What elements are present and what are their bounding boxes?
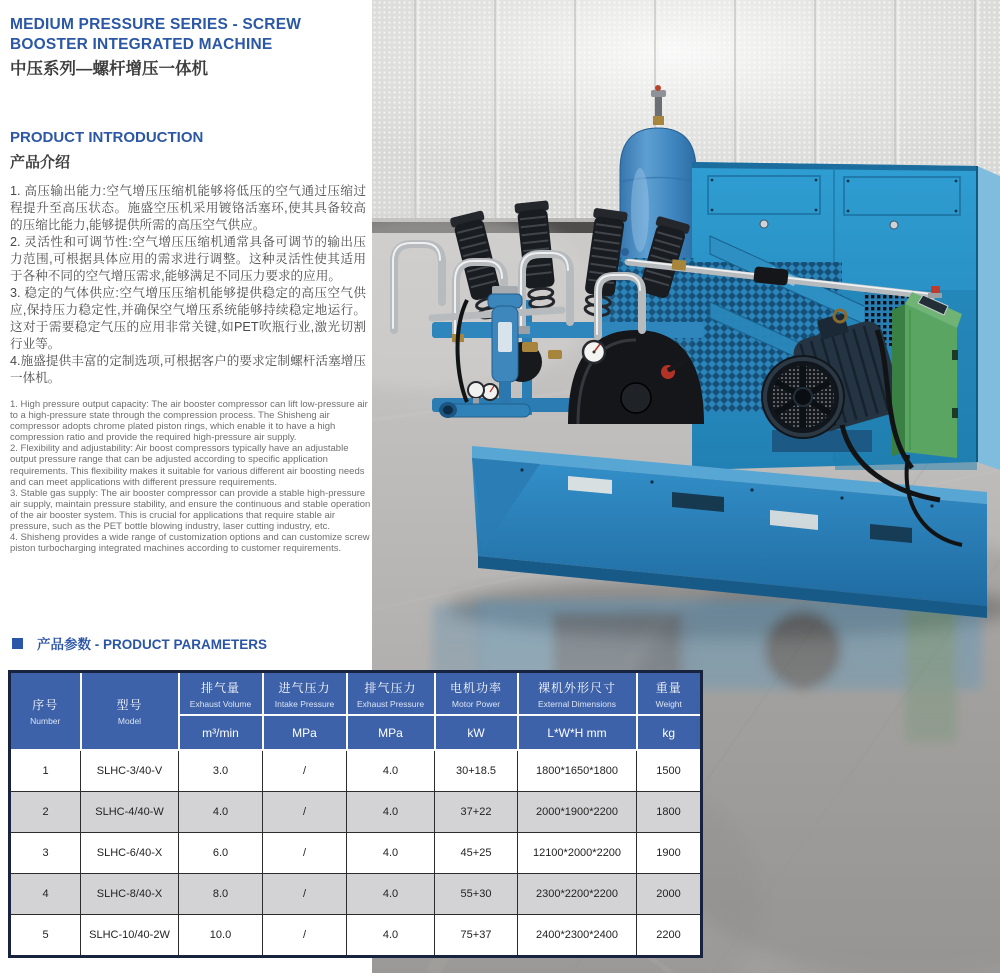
col-header-exhaust-volume: 排气量 Exhaust Volume [179, 672, 263, 716]
table-cell: 4.0 [347, 915, 435, 957]
table-row [10, 792, 702, 833]
table-cell: 1800*1650*1800 [518, 750, 637, 792]
col-header-weight: 重量 Weight [637, 672, 702, 716]
table-cell: 55+30 [435, 874, 518, 915]
table-cell: SLHC-6/40-X [81, 833, 179, 874]
table-cell: 2200 [637, 915, 702, 957]
intro-heading-en: PRODUCT INTRODUCTION [10, 129, 204, 146]
table-cell: / [263, 750, 347, 792]
table-cell: SLHC-10/40-2W [81, 915, 179, 957]
table-cell: 30+18.5 [435, 750, 518, 792]
page-title: MEDIUM PRESSURE SERIES - SCREW BOOSTER INTEGRATED MACHINE [10, 16, 302, 53]
intro-paragraph-en: 1. High pressure output capacity: The air booster compressor can lift low-pressure air to a high-pressure state through the compression process. The Shisheng air compressor adopts chrome plated piston rings, which enable it to have a high compression ratio and provide the required high-pressure air supply. [10, 399, 368, 444]
unit-exhaust-pressure: MPa [347, 715, 435, 750]
product-parameters-table [8, 670, 703, 958]
intro-paragraph-en: 2. Flexibility and adjustability: Air boost compressors typically have an adjustable output pressure range that can be adjusted according to specific application requirements. This flexibility makes it suitable for various different air boosting needs and can meet applications with different pressure requirements. [10, 443, 365, 488]
table-cell: / [263, 874, 347, 915]
table-cell: 4.0 [347, 750, 435, 792]
table-cell: 2 [10, 792, 81, 833]
table-cell: 4.0 [347, 833, 435, 874]
table-cell: 2000*1900*2200 [518, 792, 637, 833]
table-cell: 10.0 [179, 915, 263, 957]
section-bullet-icon [12, 638, 23, 649]
table-cell: / [263, 915, 347, 957]
table-cell: 37+22 [435, 792, 518, 833]
table-cell: / [263, 792, 347, 833]
col-header-motor-power: 电机功率 Motor Power [435, 672, 518, 716]
params-table [8, 670, 703, 958]
table-row [10, 915, 702, 957]
unit-weight: kg [637, 715, 702, 750]
intro-text-en [10, 399, 372, 554]
table-cell: 5 [10, 915, 81, 957]
control-box [892, 286, 962, 458]
unit-motor-power: kW [435, 715, 518, 750]
params-section-label: 产品参数 - PRODUCT PARAMETERS [37, 637, 268, 652]
intro-paragraph-cn: 1. 高压输出能力:空气增压压缩机能够将低压的空气通过压缩过程提升至高压状态。施盛空压机采用镀铬活塞环,使其具备较高的压缩比能力,能够提供所需的高压空气供应。 [10, 184, 366, 232]
table-cell: / [263, 833, 347, 874]
table-cell: 2000 [637, 874, 702, 915]
intro-heading-cn: 产品介绍 [10, 154, 71, 171]
table-cell: 2400*2300*2400 [518, 915, 637, 957]
table-cell: 4 [10, 874, 81, 915]
unit-intake-pressure: MPa [263, 715, 347, 750]
table-cell: 3.0 [179, 750, 263, 792]
table-cell: 1800 [637, 792, 702, 833]
table-cell: 1 [10, 750, 81, 792]
table-cell: 12100*2000*2200 [518, 833, 637, 874]
page-title-cn: 中压系列—螺杆增压一体机 [10, 60, 208, 78]
table-row [10, 833, 702, 874]
intro-paragraph-cn: 4.施盛提供丰富的定制选项,可根据客户的要求定制螺杆活塞增压一体机。 [10, 354, 366, 385]
table-row [10, 750, 702, 792]
unit-exhaust-volume: m³/min [179, 715, 263, 750]
unit-dimensions: L*W*H mm [518, 715, 637, 750]
col-header-model: 型号 Model [81, 672, 179, 751]
col-header-number: 序号 Number [10, 672, 81, 751]
table-cell: 4.0 [179, 792, 263, 833]
intro-paragraph-cn: 3. 稳定的气体供应:空气增压压缩机能够提供稳定的高压空气供应,保持压力稳定性,并确保空气增压系统能够持续稳定地运行。这对于需要稳定气压的应用非常关键,如PET吹瓶行业,激光切割行业等。 [10, 286, 366, 351]
intro-paragraph-cn: 2. 灵活性和可调节性:空气增压压缩机通常具备可调节的输出压力范围,可根据具体应用的需求进行调整。这种灵活性使其适用于各种不同的空气增压需求,能够满足不同压力要求的应用。 [10, 235, 366, 283]
col-header-dimensions: 裸机外形尺寸 External Dimensions [518, 672, 637, 716]
table-cell: 1900 [637, 833, 702, 874]
table-cell: 4.0 [347, 874, 435, 915]
table-cell: 8.0 [179, 874, 263, 915]
col-header-intake-pressure: 进气压力 Intake Pressure [263, 672, 347, 716]
table-row [10, 874, 702, 915]
table-cell: 2300*2200*2200 [518, 874, 637, 915]
intro-text-cn [10, 183, 366, 387]
table-cell: 45+25 [435, 833, 518, 874]
table-cell: SLHC-3/40-V [81, 750, 179, 792]
table-cell: SLHC-4/40-W [81, 792, 179, 833]
table-cell: 6.0 [179, 833, 263, 874]
col-header-exhaust-pressure: 排气压力 Exhaust Pressure [347, 672, 435, 716]
table-cell: SLHC-8/40-X [81, 874, 179, 915]
intro-paragraph-en: 3. Stable gas supply: The air booster compressor can provide a stable high-pressure air supply, maintain pressure stability, and ensure the continuous and stable operation of the air booster system. This is crucial for applications that require stable air pressure, such as the PET bottle blowing industry, laser cutting industry, etc. [10, 487, 371, 533]
params-section-heading [12, 633, 267, 653]
table-cell: 1500 [637, 750, 702, 792]
intro-paragraph-en: 4. Shisheng provides a wide range of customization options and can customize screw piston turbocharging integrated machines according to customer requirements. [10, 532, 370, 555]
table-cell: 3 [10, 833, 81, 874]
table-cell: 4.0 [347, 792, 435, 833]
table-cell: 75+37 [435, 915, 518, 957]
